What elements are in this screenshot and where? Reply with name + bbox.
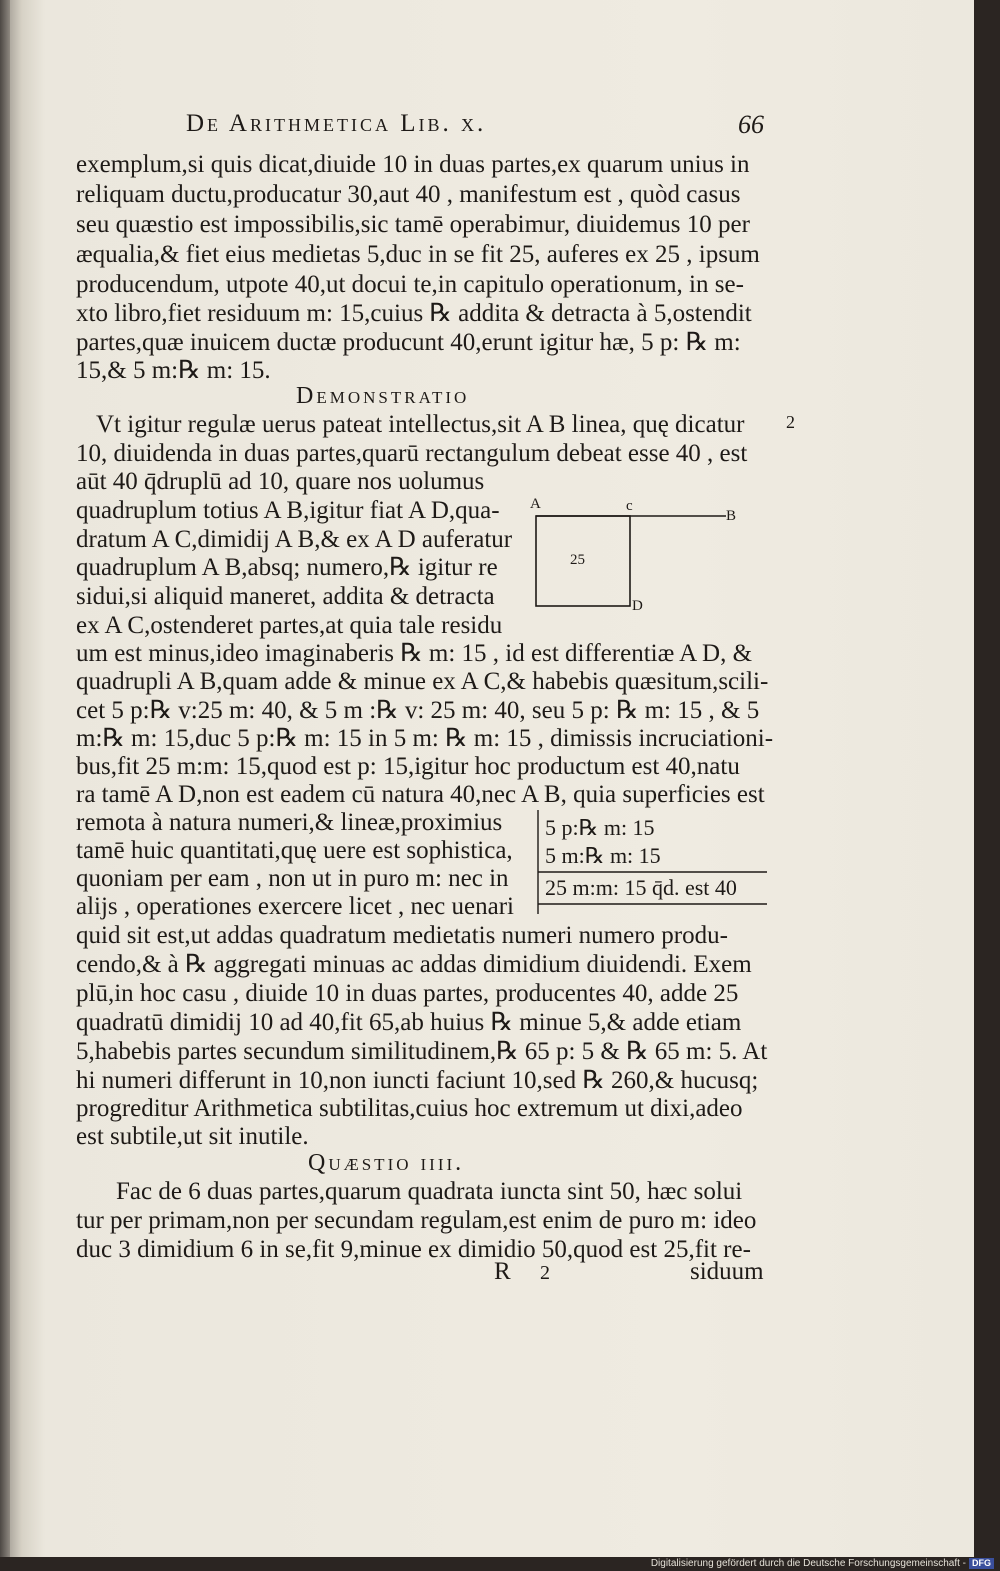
page-number: 66 xyxy=(738,110,764,139)
text-line: plū,in hoc casu , diuide 10 in duas partes, producentes 40, adde 25 xyxy=(76,980,739,1007)
calc-row-1: 5 p:℞ m: 15 xyxy=(545,815,655,840)
square-diagram xyxy=(520,496,750,621)
text-line: partes,quæ inuicem ductæ producunt 40,erunt igitur hæ, 5 p: ℞ m: xyxy=(76,329,741,356)
text-line: Fac de 6 duas partes,quarum quadrata iuncta sint 50, hæc solui xyxy=(116,1178,743,1205)
signature-mark: R xyxy=(494,1258,511,1285)
text-line: sidui,si aliquid maneret, addita & detracta xyxy=(76,583,495,610)
text-line: quadruplum totius A B,igitur fiat A D,qua- xyxy=(76,497,500,524)
text-line: hi numeri differunt in 10,non iuncti faciunt 10,sed ℞ 260,& hucusq; xyxy=(76,1067,759,1094)
text-line: est subtile,ut sit inutile. xyxy=(76,1123,309,1150)
text-line: 5,habebis partes secundum similitudinem,℞ 65 p: 5 & ℞ 65 m: 5. At xyxy=(76,1038,768,1065)
text-line: Vt igitur regulæ uerus pateat intellectus,sit A B linea, quę dicatur xyxy=(96,411,745,438)
margin-note: 2 xyxy=(786,412,795,432)
section-heading-quaestio: Quæstio iiii. xyxy=(308,1150,465,1176)
square-value: 25 xyxy=(570,552,585,568)
text-line: cet 5 p:℞ v:25 m: 40, & 5 m :℞ v: 25 m: 40, seu 5 p: ℞ m: 15 , & 5 xyxy=(76,697,760,724)
text-line: 10, diuidenda in duas partes,quarū rectangulum debeat esse 40 , est xyxy=(76,440,748,467)
text-line: tur per primam,non per secundam regulam,est enim de puro m: ideo xyxy=(76,1207,757,1234)
text-line: quadruplum A B,absq; numero,℞ igitur re xyxy=(76,554,498,581)
text-line: m:℞ m: 15,duc 5 p:℞ m: 15 in 5 m: ℞ m: 15 , dimissis incruciationi- xyxy=(76,725,774,752)
dfg-logo: DFG xyxy=(969,1558,994,1569)
text-line: um est minus,ideo imaginaberis ℞ m: 15 , id est differentiæ A D, & xyxy=(76,640,753,667)
calc-row-3: 25 m:m: 15 q̄d. est 40 xyxy=(545,875,737,900)
text-line: 15,& 5 m:℞ m: 15. xyxy=(76,357,271,384)
label-d: D xyxy=(632,598,643,614)
footer-text: Digitalisierung gefördert durch die Deutsche Forschungsgemeinschaft - xyxy=(650,1558,966,1569)
text-line: ra tamē A D,non est eadem cū natura 40,nec A B, quia superficies est xyxy=(76,781,765,808)
page-gutter-edge xyxy=(0,0,10,1557)
text-line: æqualia,& fiet eius medietas 5,duc in se fit 25, auferes ex 25 , ipsum xyxy=(76,241,760,268)
text-line: cendo,& à ℞ aggregati minuas ac addas dimidium diuidendi. Exem xyxy=(76,951,752,978)
calc-row-2: 5 m:℞ m: 15 xyxy=(545,843,661,868)
text-line: quoniam per eam , non ut in puro m: nec in xyxy=(76,865,509,892)
calculation-box xyxy=(537,810,769,914)
text-line: duc 3 dimidium 6 in se,fit 9,minue ex dimidio 50,quod est 25,fit re- xyxy=(76,1236,751,1263)
text-line: quid sit est,ut addas quadratum medietatis numeri numero produ- xyxy=(76,922,728,949)
text-line: reliquam ductu,producatur 30,aut 40 , manifestum est , quòd casus xyxy=(76,181,741,208)
text-line: progreditur Arithmetica subtilitas,cuius hoc extremum ut dixi,adeo xyxy=(76,1095,743,1122)
label-c: c xyxy=(626,498,633,514)
catchword: siduum xyxy=(690,1258,764,1285)
label-a: A xyxy=(530,496,541,512)
text-line: tamē huic quantitati,quę uere est sophistica, xyxy=(76,837,513,864)
text-line: quadratū dimidij 10 ad 40,fit 65,ab huius ℞ minue 5,& adde etiam xyxy=(76,1009,742,1036)
text-line: dratum A C,dimidij A B,& ex A D auferatur xyxy=(76,526,513,553)
section-heading-demonstratio: Demonstratio xyxy=(296,383,470,409)
text-line: exemplum,si quis dicat,diuide 10 in duas partes,ex quarum unius in xyxy=(76,151,750,178)
text-line: producendum, utpote 40,ut docui te,in capitulo operationum, in se- xyxy=(76,271,744,298)
text-line: xto libro,fiet residuum m: 15,cuius ℞ addita & detracta à 5,ostendit xyxy=(76,300,752,327)
text-line: aūt 40 q̄druplū ad 10, quare nos uolumus xyxy=(76,468,485,495)
text-line: quadrupli A B,quam adde & minue ex A C,& habebis quæsitum,scili- xyxy=(76,668,769,695)
text-line: remota à natura numeri,& lineæ,proximius xyxy=(76,809,503,836)
signature-number: 2 xyxy=(540,1262,550,1284)
text-line: seu quæstio est impossibilis,sic tamē operabimur, diuidemus 10 per xyxy=(76,211,750,238)
text-line: ex A C,ostenderet partes,at quia tale residu xyxy=(76,612,503,639)
label-b: B xyxy=(726,508,737,524)
text-line: bus,fit 25 m:m: 15,quod est p: 15,igitur hoc productum est 40,natu xyxy=(76,753,740,780)
digitization-footer xyxy=(0,1557,1000,1571)
text-line: alijs , operationes exercere licet , nec uenari xyxy=(76,893,514,920)
running-title: De Arithmetica Lib. x. xyxy=(186,110,487,137)
